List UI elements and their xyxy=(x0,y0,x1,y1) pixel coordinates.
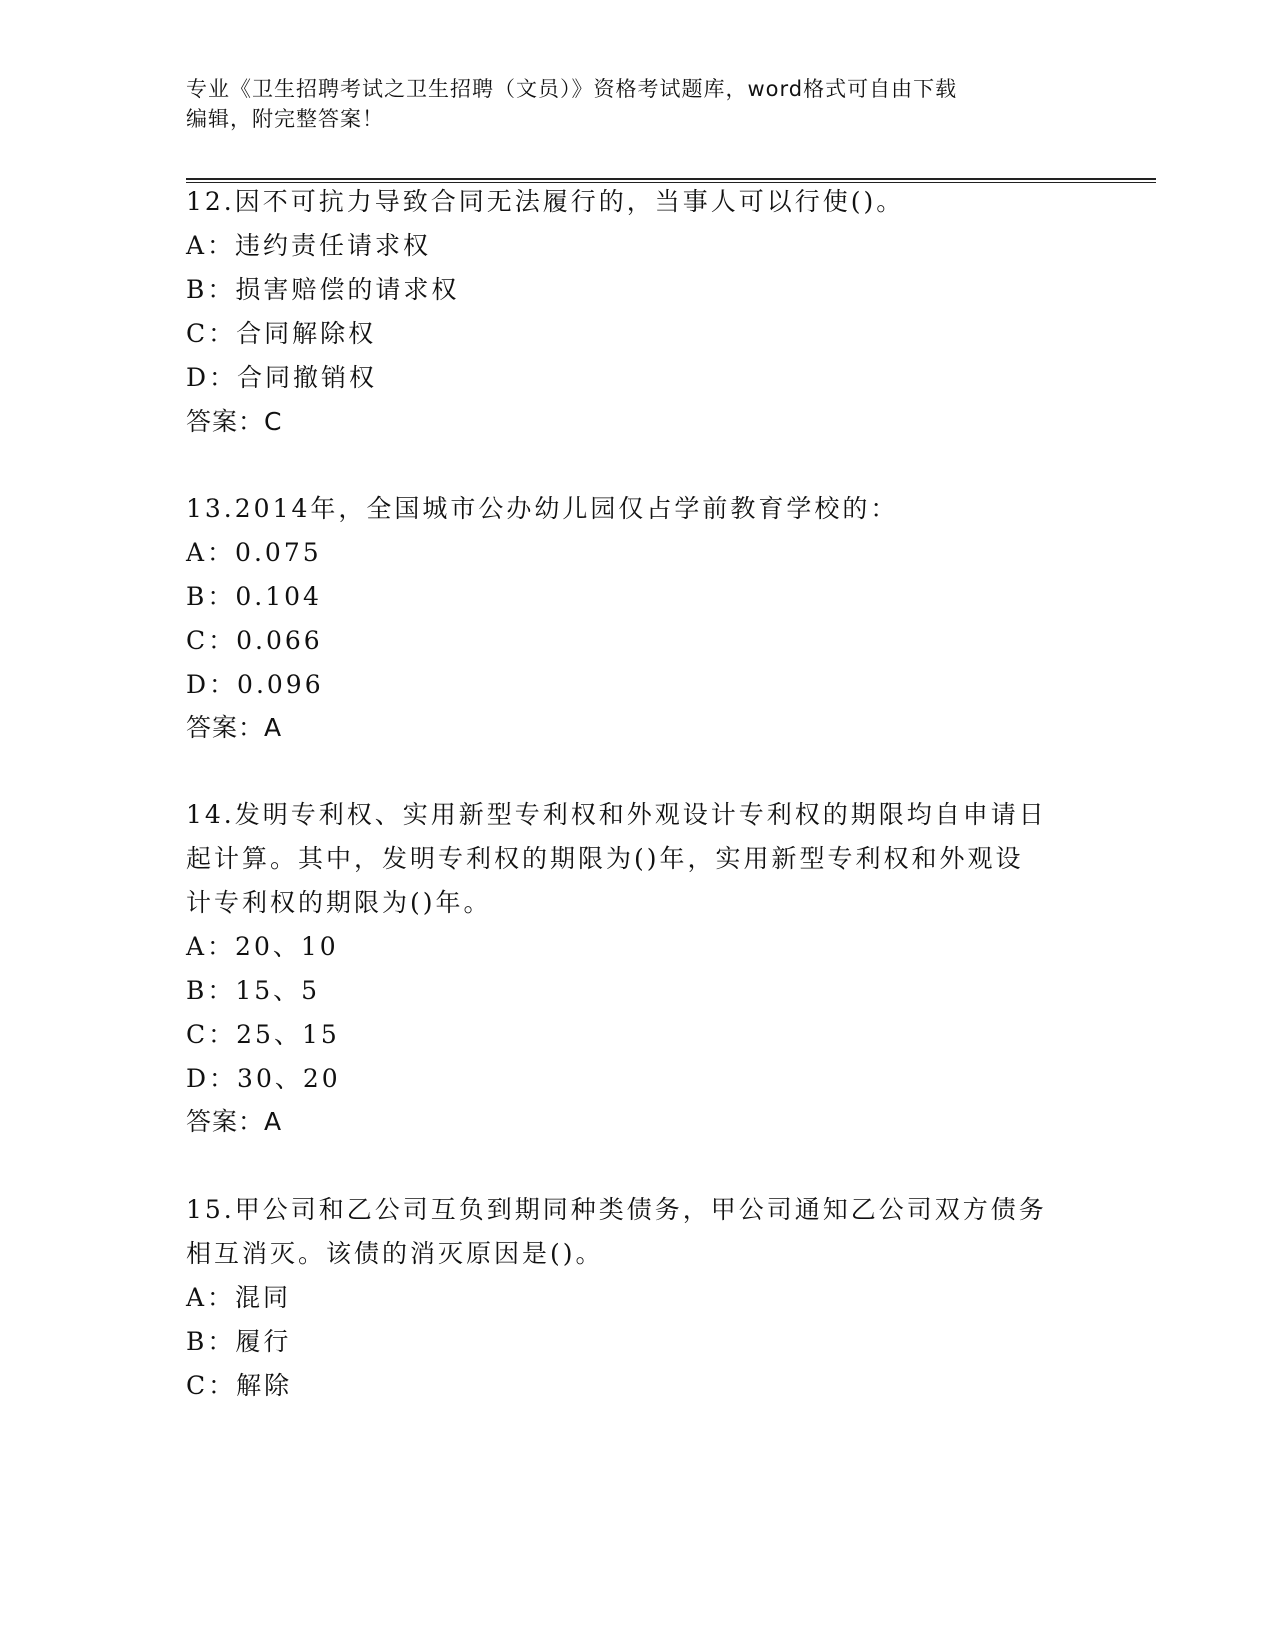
option-a: A：0.075 xyxy=(186,538,322,567)
option-c: C：合同解除权 xyxy=(186,319,377,348)
option-b: B：0.104 xyxy=(186,582,322,611)
header-line-2: 编辑，附完整答案！ xyxy=(186,107,384,131)
option-d: D：0.096 xyxy=(186,670,324,699)
header-rule-thick xyxy=(186,178,1156,180)
option-c: C：0.066 xyxy=(186,626,323,655)
option-a: A：违约责任请求权 xyxy=(186,231,432,260)
question-stem: 12.因不可抗力导致合同无法履行的，当事人可以行使()。 xyxy=(186,187,905,216)
header-rule-thin xyxy=(186,182,1156,183)
answer-label: 答案：C xyxy=(186,407,283,436)
answer-label: 答案：A xyxy=(186,713,283,742)
option-c: C：解除 xyxy=(186,1371,293,1400)
option-b: B：履行 xyxy=(186,1327,292,1356)
option-a: A：混同 xyxy=(186,1283,292,1312)
document-header xyxy=(186,74,1066,134)
question-stem-line-1: 14.发明专利权、实用新型专利权和外观设计专利权的期限均自申请日 xyxy=(186,800,1047,829)
answer-label: 答案：A xyxy=(186,1107,283,1136)
option-b: B：损害赔偿的请求权 xyxy=(186,275,460,304)
option-c: C：25、15 xyxy=(186,1020,340,1049)
option-b: B：15、5 xyxy=(186,976,321,1005)
option-a: A：20、10 xyxy=(186,932,339,961)
option-d: D：30、20 xyxy=(186,1064,341,1093)
question-stem-line-2: 起计算。其中，发明专利权的期限为()年，实用新型专利权和外观设 xyxy=(186,844,1024,873)
question-stem-line-1: 15.甲公司和乙公司互负到期同种类债务，甲公司通知乙公司双方债务 xyxy=(186,1195,1047,1224)
question-stem: 13.2014年，全国城市公办幼儿园仅占学前教育学校的： xyxy=(186,494,899,523)
question-stem-line-3: 计专利权的期限为()年。 xyxy=(186,888,492,917)
option-d: D：合同撤销权 xyxy=(186,363,378,392)
header-line-1: 专业《卫生招聘考试之卫生招聘（文员）》资格考试题库，word格式可自由下载 xyxy=(186,77,958,101)
question-stem-line-2: 相互消灭。该债的消灭原因是()。 xyxy=(186,1239,604,1268)
